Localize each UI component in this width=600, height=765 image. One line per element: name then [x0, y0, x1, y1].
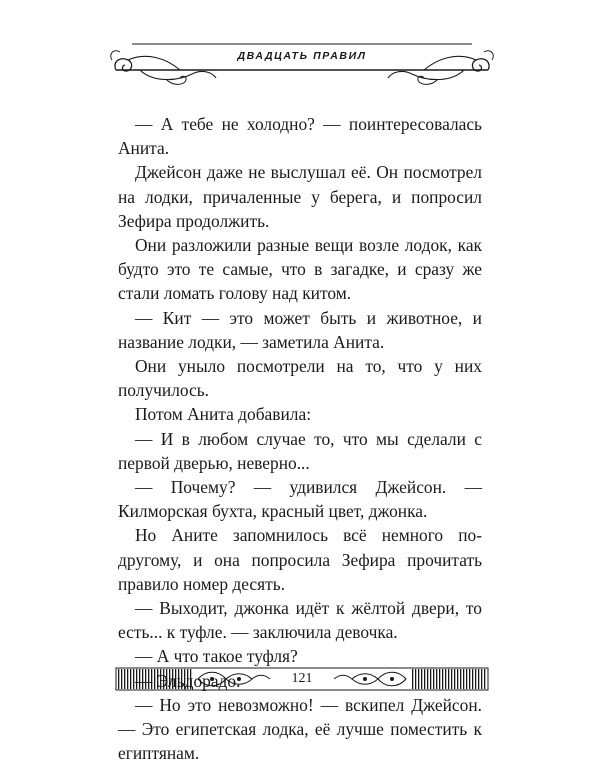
page-footer	[106, 664, 498, 694]
paragraph: — И в любом случае то, что мы сделали с первой дверью, неверно...	[118, 428, 482, 473]
paragraph: Потом Анита добавила:	[135, 404, 312, 425]
paragraph: — А что такое туфля?	[135, 646, 298, 667]
paragraph: — Почему? — удивился Джейсон. — Килморская бухта, красный цвет, джонка.	[118, 477, 482, 522]
paragraph: Они уныло посмотрели на то, что у них получилось.	[118, 356, 482, 401]
header-ornament	[106, 38, 498, 100]
paragraph: — Кит — это может быть и животное, и название лодки, — заметила Анита.	[118, 307, 482, 352]
paragraph: Эльдорадо.	[156, 670, 241, 691]
paragraph: Они разложили разные вещи возле лодок, как будто это те самые, что в загадке, и сразу же стали ломать голову над китом.	[118, 235, 482, 304]
paragraph: — А тебе не холодно? — поинтересовалась Анита.	[118, 114, 482, 159]
page-number: 121	[274, 671, 330, 687]
paragraph: — Выходит, джонка идёт к жёлтой двери, то есть... к туфле. — заключила девочка.	[118, 598, 482, 643]
page-header	[106, 38, 498, 100]
paragraph: Но Аните запомнилось всё немного по-другому, и она попросила Зефира прочитать правило номер десять.	[118, 525, 482, 594]
paragraph: — Но это невозможно! — вскипел Джейсон. — Это египетская лодка, её лучше поместить к египтянам.	[118, 694, 482, 764]
paragraph: Джейсон даже не выслушал её. Он посмотрел на лодки, причаленные у берега, и попросил Зефира продолжить.	[118, 162, 482, 231]
running-title: ДВАДЦАТЬ ПРАВИЛ	[237, 50, 367, 62]
